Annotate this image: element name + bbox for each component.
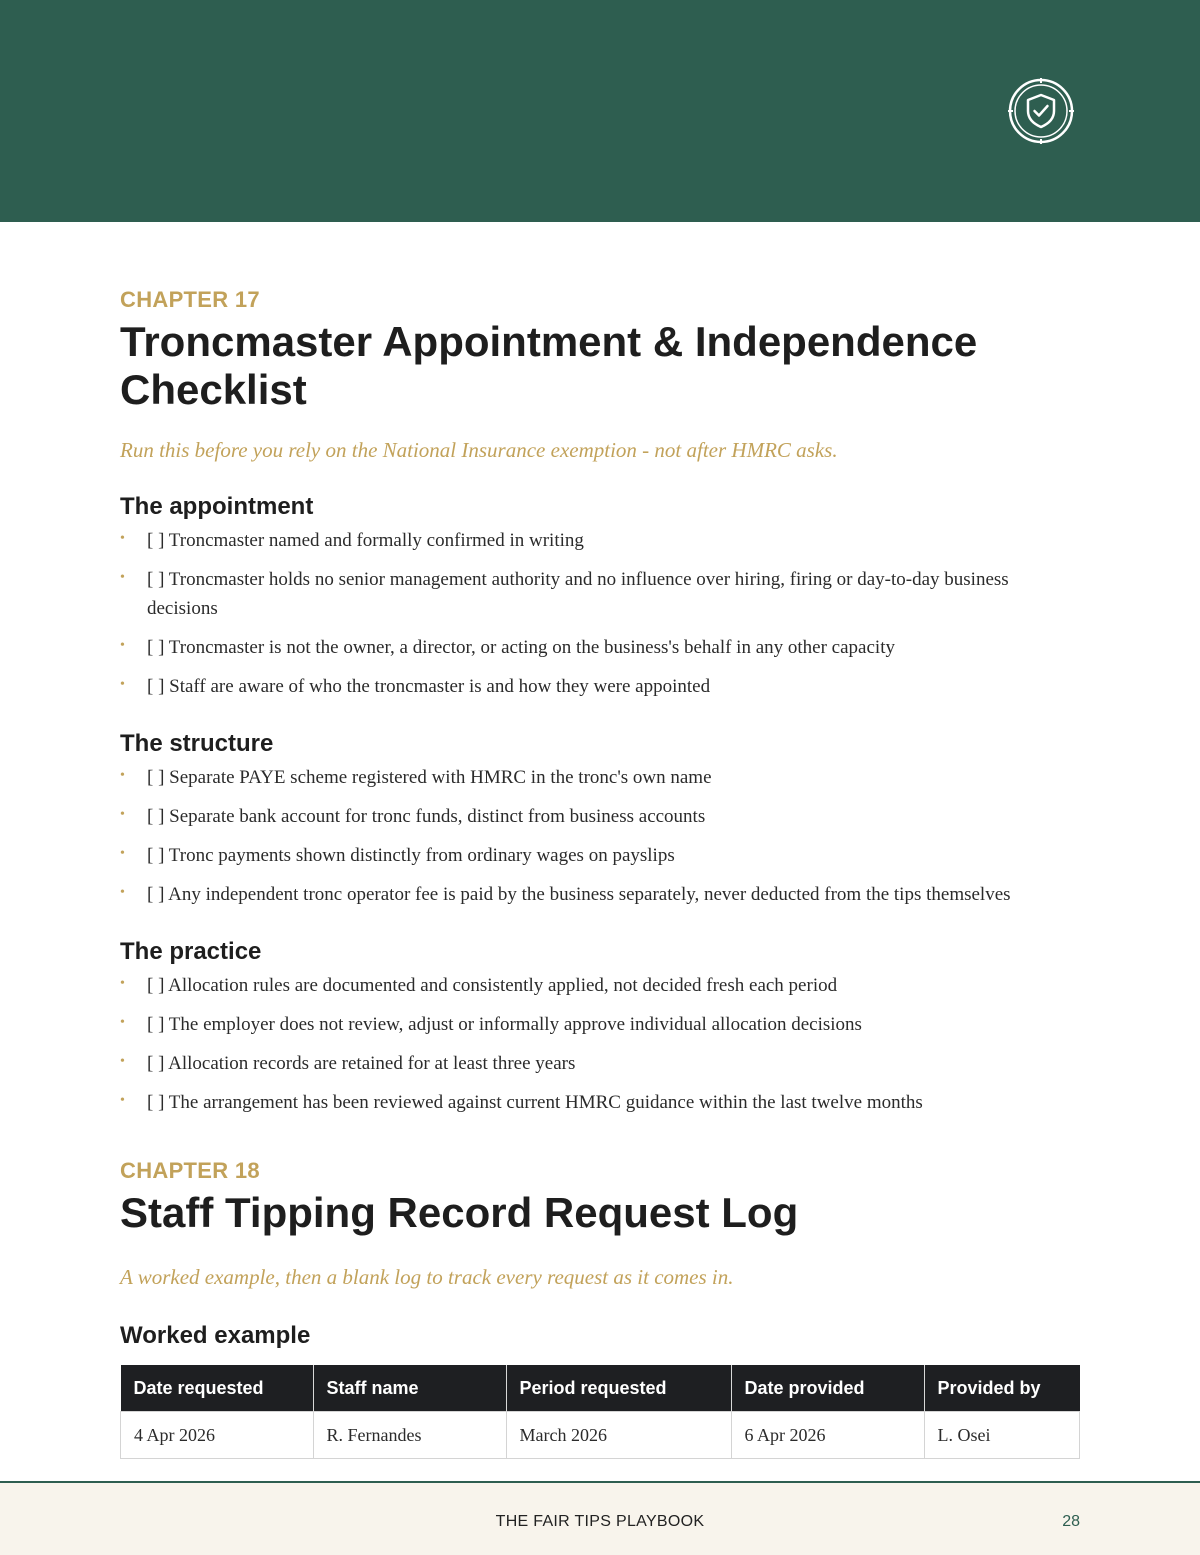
table-cell: 4 Apr 2026 <box>121 1412 314 1459</box>
checklist-item: • [ ] The employer does not review, adjust or informally approve individual allocation decisions <box>120 1010 1080 1039</box>
bullet-icon: • <box>120 677 125 692</box>
table-cell: March 2026 <box>506 1412 731 1459</box>
checklist-item: • [ ] Troncmaster named and formally confirmed in writing <box>120 526 1080 555</box>
column-header: Date provided <box>731 1365 924 1412</box>
table-cell: 6 Apr 2026 <box>731 1412 924 1459</box>
checklist-item: • [ ] Tronc payments shown distinctly from ordinary wages on payslips <box>120 841 1080 870</box>
chapter-subtitle: A worked example, then a blank log to track every request as it comes in. <box>120 1265 734 1289</box>
table-header-row <box>121 1365 1080 1412</box>
chapter-label: CHAPTER 17 <box>120 287 260 312</box>
chapter-title: Troncmaster Appointment & Independence Checklist <box>120 318 978 413</box>
checklist-item: • [ ] Troncmaster holds no senior management authority and no influence over hiring, firing or day-to-day business decisions <box>120 565 1080 623</box>
chapter-17 <box>120 286 1080 1117</box>
section-heading-structure: The structure <box>120 730 274 757</box>
bullet-icon: • <box>120 976 125 991</box>
column-header: Period requested <box>506 1365 731 1412</box>
bullet-icon: • <box>120 1093 125 1108</box>
page-number: 28 <box>1062 1513 1080 1530</box>
chapter-18 <box>120 1157 1080 1459</box>
footer-book-title: THE FAIR TIPS PLAYBOOK <box>495 1513 705 1530</box>
bullet-icon: • <box>120 768 125 783</box>
checklist-structure <box>120 763 1080 909</box>
worked-example-heading: Worked example <box>120 1322 311 1349</box>
column-header: Provided by <box>924 1365 1080 1412</box>
chapter-title: Staff Tipping Record Request Log <box>120 1189 799 1236</box>
checklist-item: • [ ] Allocation rules are documented and consistently applied, not decided fresh each period <box>120 971 1080 1000</box>
footer <box>0 1481 1200 1555</box>
checklist-item: • [ ] Separate PAYE scheme registered with HMRC in the tronc's own name <box>120 763 1080 792</box>
shield-check-icon <box>1008 78 1074 144</box>
checklist-item: • [ ] Allocation records are retained for at least three years <box>120 1049 1080 1078</box>
section-heading-appointment: The appointment <box>120 493 314 520</box>
checklist-item: • [ ] The arrangement has been reviewed against current HMRC guidance within the last twelve months <box>120 1088 1080 1117</box>
table-row <box>121 1412 1080 1459</box>
checklist-appointment <box>120 526 1080 701</box>
bullet-icon: • <box>120 531 125 546</box>
checklist-item: • [ ] Separate bank account for tronc funds, distinct from business accounts <box>120 802 1080 831</box>
table-cell: L. Osei <box>924 1412 1080 1459</box>
bullet-icon: • <box>120 570 125 585</box>
column-header: Date requested <box>121 1365 314 1412</box>
chapter-label: CHAPTER 18 <box>120 1158 260 1183</box>
checklist-item: • [ ] Any independent tronc operator fee is paid by the business separately, never deducted from the tips themselves <box>120 880 1080 909</box>
bullet-icon: • <box>120 1054 125 1069</box>
chapter-subtitle: Run this before you rely on the National Insurance exemption - not after HMRC asks. <box>120 438 838 462</box>
bullet-icon: • <box>120 638 125 653</box>
header-band <box>0 0 1200 222</box>
checklist-item: • [ ] Troncmaster is not the owner, a director, or acting on the business's behalf in any other capacity <box>120 633 1080 662</box>
request-log-table <box>120 1365 1080 1459</box>
table-cell: R. Fernandes <box>313 1412 506 1459</box>
bullet-icon: • <box>120 885 125 900</box>
page-content <box>120 286 1080 1459</box>
bullet-icon: • <box>120 807 125 822</box>
checklist-item: • [ ] Staff are aware of who the troncmaster is and how they were appointed <box>120 672 1080 701</box>
checklist-practice <box>120 971 1080 1117</box>
section-heading-practice: The practice <box>120 938 262 965</box>
bullet-icon: • <box>120 1015 125 1030</box>
column-header: Staff name <box>313 1365 506 1412</box>
bullet-icon: • <box>120 846 125 861</box>
